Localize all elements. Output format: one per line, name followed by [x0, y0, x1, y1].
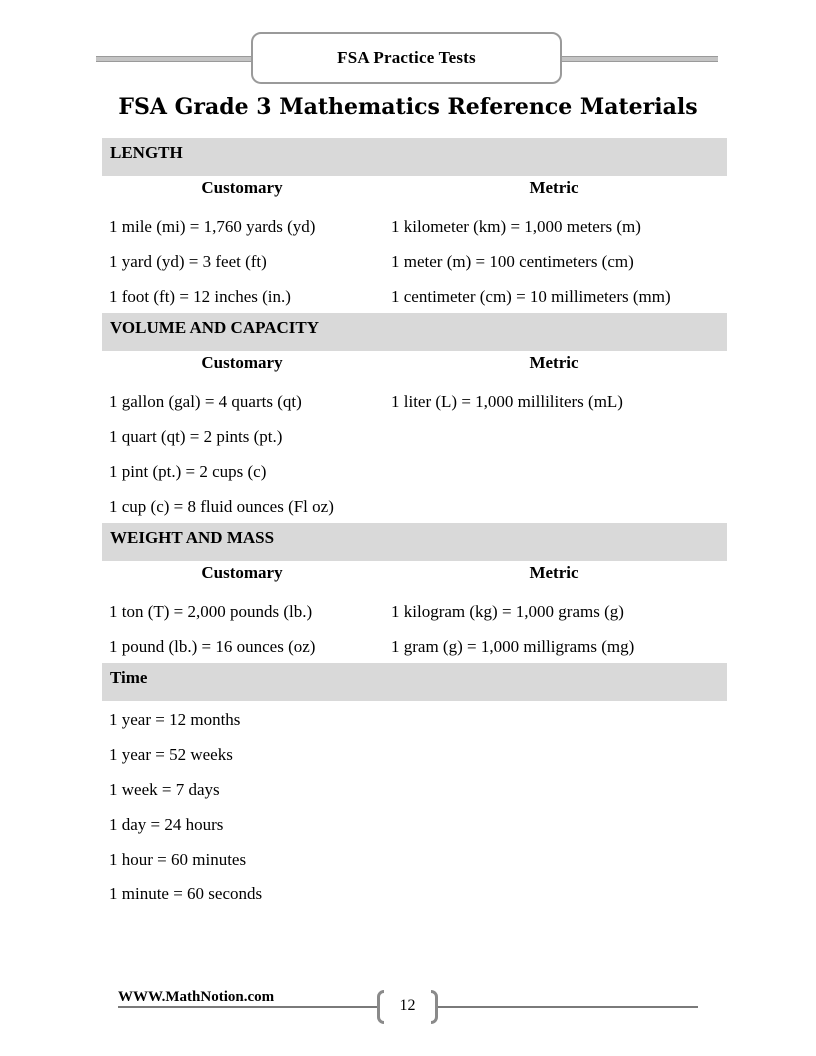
page-title: FSA Grade 3 Mathematics Reference Materials — [118, 94, 698, 120]
volume-customary-row: 1 quart (qt) = 2 pints (pt.) — [109, 427, 283, 446]
length-metric-row: 1 centimeter (cm) = 10 millimeters (mm) — [391, 287, 671, 306]
weight-customary-row: 1 ton (T) = 2,000 pounds (lb.) — [109, 602, 313, 621]
volume-metric-header: Metric — [529, 353, 579, 372]
header-rule-left — [96, 56, 254, 62]
weight-metric-header: Metric — [529, 563, 579, 582]
time-row: 1 hour = 60 minutes — [109, 850, 247, 869]
time-row: 1 week = 7 days — [109, 780, 220, 799]
time-row: 1 year = 52 weeks — [109, 745, 233, 764]
footer-rule-right — [437, 1006, 698, 1008]
weight-metric-row: 1 kilogram (kg) = 1,000 grams (g) — [391, 602, 624, 621]
page-bracket-close — [431, 990, 438, 1024]
page-bracket-open — [377, 990, 384, 1024]
time-row: 1 minute = 60 seconds — [109, 884, 263, 903]
length-customary-row: 1 mile (mi) = 1,760 yards (yd) — [109, 217, 316, 236]
page-number: 12 — [399, 997, 416, 1014]
volume-customary-header: Customary — [201, 353, 283, 372]
section-heading-time: Time — [102, 663, 727, 701]
header-tab — [251, 32, 562, 84]
footer-website: WWW.MathNotion.com — [118, 989, 275, 1005]
volume-customary-row: 1 cup (c) = 8 fluid ounces (Fl oz) — [109, 497, 334, 516]
weight-metric-row: 1 gram (g) = 1,000 milligrams (mg) — [391, 637, 635, 656]
length-customary-row: 1 yard (yd) = 3 feet (ft) — [109, 252, 267, 271]
section-heading-volume: VOLUME AND CAPACITY — [102, 313, 727, 351]
header-label: FSA Practice Tests — [337, 48, 476, 67]
weight-customary-header: Customary — [201, 563, 283, 582]
length-metric-header: Metric — [529, 178, 579, 197]
weight-customary-row: 1 pound (lb.) = 16 ounces (oz) — [109, 637, 316, 656]
footer-rule-left — [118, 1006, 378, 1008]
volume-customary-row: 1 gallon (gal) = 4 quarts (qt) — [109, 392, 302, 411]
time-row: 1 year = 12 months — [109, 710, 241, 729]
section-heading-length: LENGTH — [102, 138, 727, 176]
length-metric-row: 1 meter (m) = 100 centimeters (cm) — [391, 252, 634, 271]
length-metric-row: 1 kilometer (km) = 1,000 meters (m) — [391, 217, 641, 236]
section-heading-weight: WEIGHT AND MASS — [102, 523, 727, 561]
length-customary-row: 1 foot (ft) = 12 inches (in.) — [109, 287, 291, 306]
length-customary-header: Customary — [201, 178, 283, 197]
volume-customary-row: 1 pint (pt.) = 2 cups (c) — [109, 462, 267, 481]
header-rule-right — [560, 56, 718, 62]
volume-metric-row: 1 liter (L) = 1,000 milliliters (mL) — [391, 392, 623, 411]
time-row: 1 day = 24 hours — [109, 815, 224, 834]
